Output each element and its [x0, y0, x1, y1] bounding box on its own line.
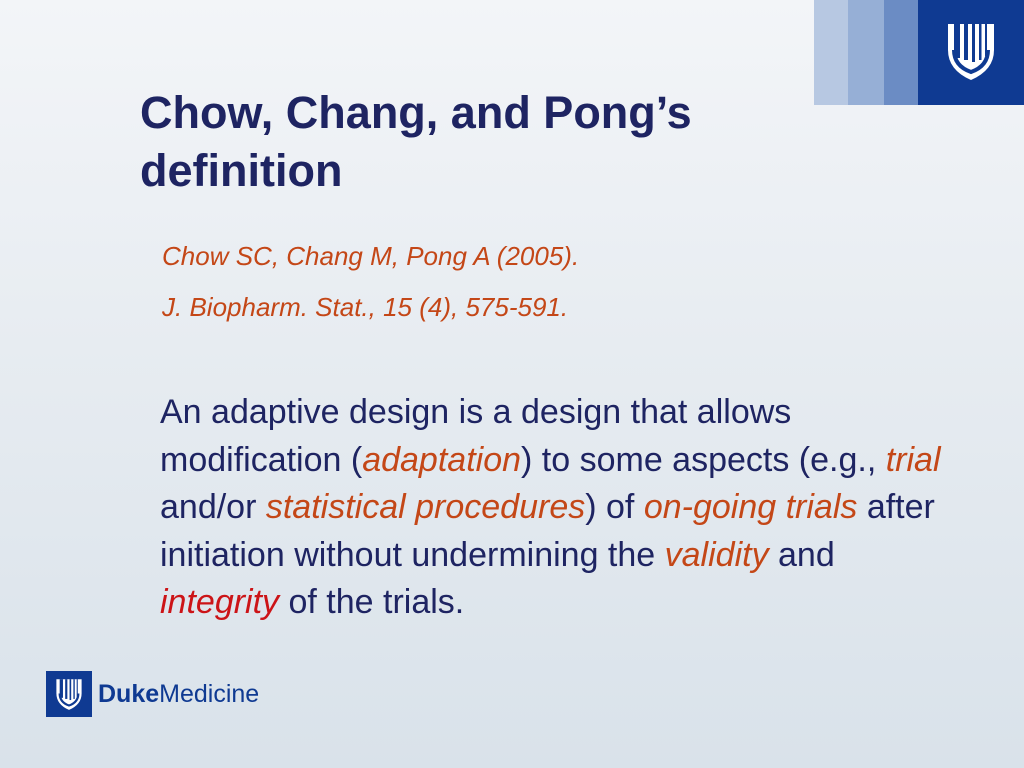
body-text-6: and — [768, 535, 835, 574]
duke-shield-small-icon — [54, 677, 84, 711]
term-trial: trial — [885, 440, 941, 479]
duke-shield-icon — [944, 20, 998, 82]
logo-shield-box — [46, 671, 92, 717]
duke-medicine-logo — [46, 669, 259, 719]
term-validity: validity — [664, 535, 769, 574]
body-text-7: of the trials. — [279, 583, 465, 621]
term-integrity: integrity — [160, 583, 280, 621]
citation-journal: J. Biopharm. Stat., 15 (4), 575-591. — [162, 292, 569, 322]
definition-text — [160, 389, 960, 627]
term-adaptation: adaptation — [362, 440, 522, 479]
term-statistical-procedures: statistical procedures — [265, 488, 586, 526]
citation-authors: Chow SC, Chang M, Pong A (2005). — [162, 241, 580, 271]
body-text-4: ) of — [585, 488, 644, 526]
body-text-2: ) to some aspects (e.g., — [521, 440, 886, 479]
body-text-5: after initiation without undermining the — [160, 488, 935, 574]
body-text-1: An adaptive design is a design that allows modification ( — [160, 393, 792, 479]
title-line-2: definition — [140, 145, 343, 196]
duke-corner-logo — [918, 0, 1024, 105]
body-text-3: and/or — [160, 488, 266, 526]
logo-wordmark — [98, 680, 259, 709]
term-on-going-trials: on-going trials — [643, 488, 858, 526]
title-line-1: Chow, Chang, and Pong’s — [140, 87, 692, 138]
corner-bar-dark — [884, 0, 918, 105]
logo-word-duke: Duke — [98, 679, 160, 708]
slide-title — [140, 84, 860, 200]
logo-word-medicine: Medicine — [159, 679, 260, 708]
